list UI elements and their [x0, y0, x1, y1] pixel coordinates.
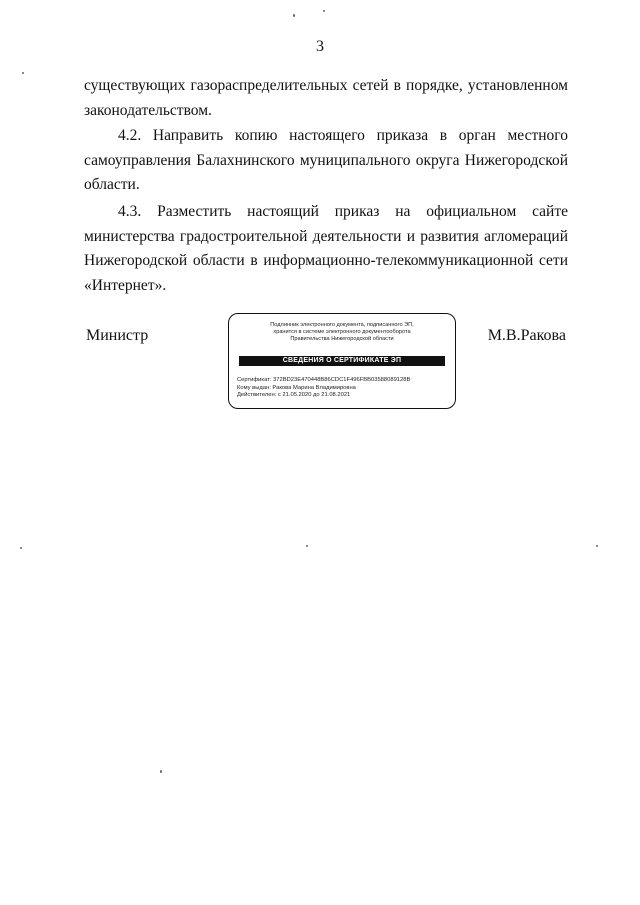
signer-name: М.В.Ракова — [487, 327, 566, 344]
signer-title: Министр — [86, 327, 149, 344]
page-number: 3 — [316, 38, 324, 55]
scan-speck — [22, 72, 24, 74]
paragraph-continuation: существующих газораспределительных сетей в порядке, установленном законодательством. — [84, 77, 568, 119]
scan-speck — [323, 10, 325, 12]
stamp-details — [237, 377, 449, 400]
stamp-header-line: Подлинник электронного документа, подписанного ЭП, — [270, 322, 414, 328]
electronic-signature-stamp — [228, 313, 456, 409]
stamp-header — [235, 322, 449, 344]
stamp-validity: Действителен: с 21.05.2020 до 21.08.2021 — [237, 392, 351, 399]
stamp-title-bar: СВЕДЕНИЯ О СЕРТИФИКАТЕ ЭП — [239, 356, 445, 366]
stamp-issued-to: Кому выдан: Ракова Марина Владимировна — [237, 384, 356, 391]
paragraph-4-3: 4.3. Разместить настоящий приказ на официальном сайте министерства градостроительной деятельности и развития агломераций Нижегородской области в информационно-телекоммуникационной сети «Интернет». — [84, 203, 568, 294]
scan-speck — [293, 14, 295, 17]
stamp-certificate: Сертификат: 372BD23E470448B86CDC1F496FBB03588089128B — [237, 377, 411, 383]
stamp-header-line: хранится в системе электронного документооборота — [273, 329, 411, 336]
scan-speck — [20, 547, 22, 549]
scan-speck — [160, 770, 162, 773]
paragraph-4-2: 4.2. Направить копию настоящего приказа в орган местного самоуправления Балахнинского муниципального округа Нижегородской области. — [84, 127, 568, 193]
scan-speck — [306, 545, 308, 547]
scan-speck — [596, 545, 598, 547]
stamp-header-line: Правительства Нижегородской области — [290, 336, 394, 343]
